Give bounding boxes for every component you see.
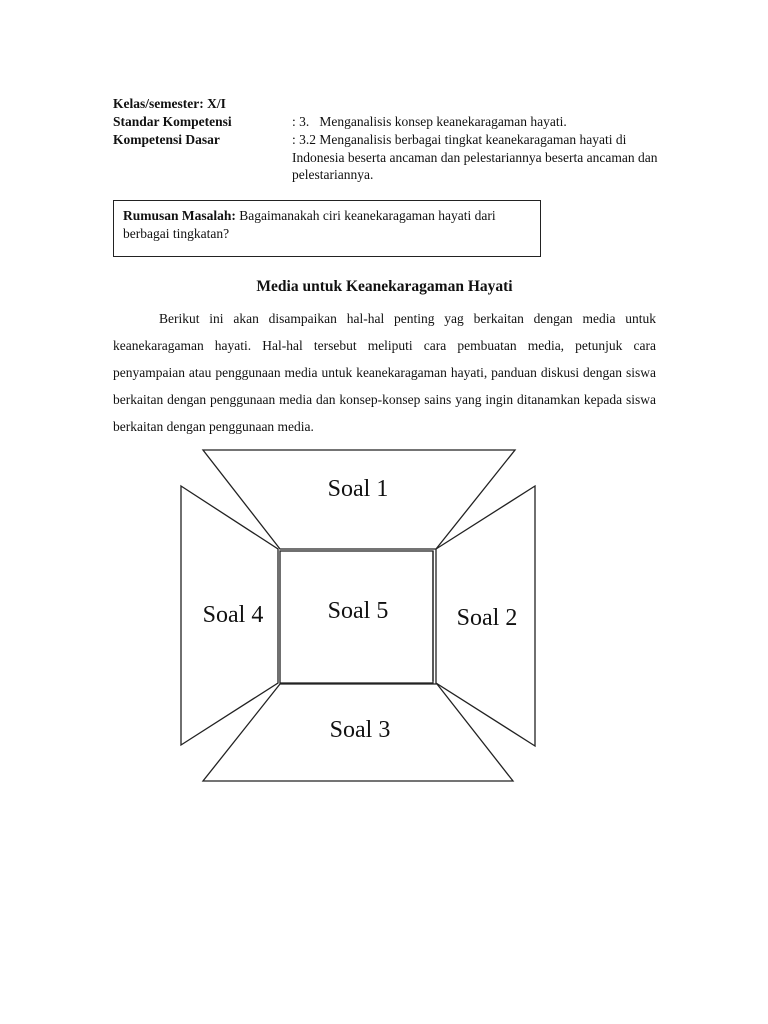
soal-5-label: Soal 5 [327, 598, 389, 624]
standar-kompetensi-value: : 3. Menganalisis konsep keanekaragaman hayati. [292, 114, 567, 129]
intro-paragraph: Berikut ini akan disampaikan hal-hal penting yag berkaitan dengan media untuk keanekaragaman hayati. Hal-hal tersebut meliputi cara pembuatan media, petunjuk cara penyampaian atau penggunaan media untuk keanekaragaman hayati, panduan diskusi dengan siswa berkaitan dengan penggunaan media dan konsep-konsep sains yang ingin ditanamkan kepada siswa berkaitan dengan penggunaan media. [113, 311, 656, 434]
kelas-semester-label: Kelas/semester: X/I [113, 96, 226, 111]
rumusan-masalah-text: Bagaimanakah ciri keanekaragaman hayati dari berbagai tingkatan? [123, 208, 496, 241]
standar-kompetensi-label: Standar Kompetensi [113, 114, 232, 129]
kompetensi-dasar-value: : 3.2 Menganalisis berbagai tingkat keanekaragaman hayati di Indonesia beserta ancaman dan pelestariannya beserta ancaman dan pelestariannya. [292, 132, 658, 182]
soal-3-label: Soal 3 [329, 717, 391, 743]
soal-1-label: Soal 1 [327, 476, 389, 502]
soal-4-label: Soal 4 [202, 602, 264, 628]
kompetensi-dasar-label: Kompetensi Dasar [113, 132, 220, 147]
rumusan-masalah-label: Rumusan Masalah: [123, 208, 236, 223]
soal-2-label: Soal 2 [456, 605, 518, 631]
section-title: Media untuk Keanekaragaman Hayati [256, 278, 513, 295]
